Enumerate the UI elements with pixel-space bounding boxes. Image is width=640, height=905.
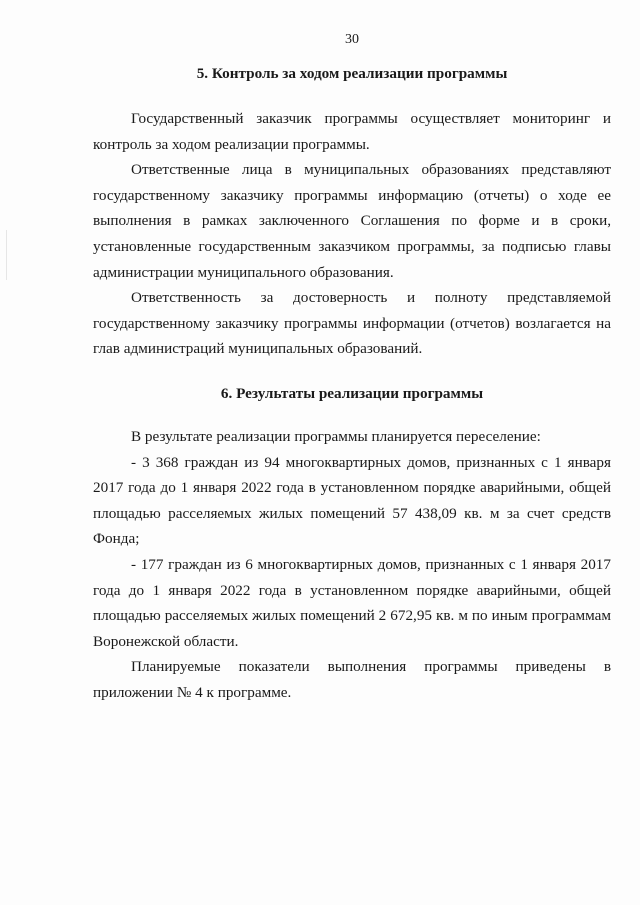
page-content <box>93 64 611 705</box>
section-6-paragraph-3: - 177 граждан из 6 многоквартирных домов, признанных с 1 января 2017 года до 1 января 2022 года в установленном порядке аварийными, общей площадью расселяемых жилых помещений 2 672,95 кв. м по иным программам Воронежской области. <box>93 555 611 650</box>
section-5-title: 5. Контроль за ходом реализации программы <box>196 65 508 82</box>
page-number: 30 <box>345 32 359 47</box>
scan-edge-mark <box>6 230 7 280</box>
section-6-paragraph-2: - 3 368 граждан из 94 многоквартирных домов, признанных с 1 января 2017 года до 1 января 2022 года в установленном порядке аварийными, общей площадью расселяемых жилых помещений 57 438,09 кв. м за счет средств Фонда; <box>93 453 611 548</box>
section-6-paragraph-4: Планируемые показатели выполнения программы приведены в приложении № 4 к программе. <box>93 658 611 701</box>
section-6-paragraph-1: В результате реализации программы планируется переселение: <box>131 427 541 445</box>
section-5-paragraph-2: Ответственные лица в муниципальных образованиях представляют государственному заказчику программы информацию (отчеты) о ходе ее выполнения в рамках заключенного Соглашения по форме и в сроки, установленные государственным заказчиком программы, за подписью главы администрации муниципального образования. <box>93 161 611 281</box>
section-6-title: 6. Результаты реализации программы <box>220 384 484 402</box>
section-5-paragraph-3: Ответственность за достоверность и полноту представляемой государственному заказчику программы информации (отчетов) возлагается на глав администраций муниципальных образований. <box>93 289 611 358</box>
section-5-paragraph-1: Государственный заказчик программы осуществляет мониторинг и контроль за ходом реализации программы. <box>93 110 611 153</box>
